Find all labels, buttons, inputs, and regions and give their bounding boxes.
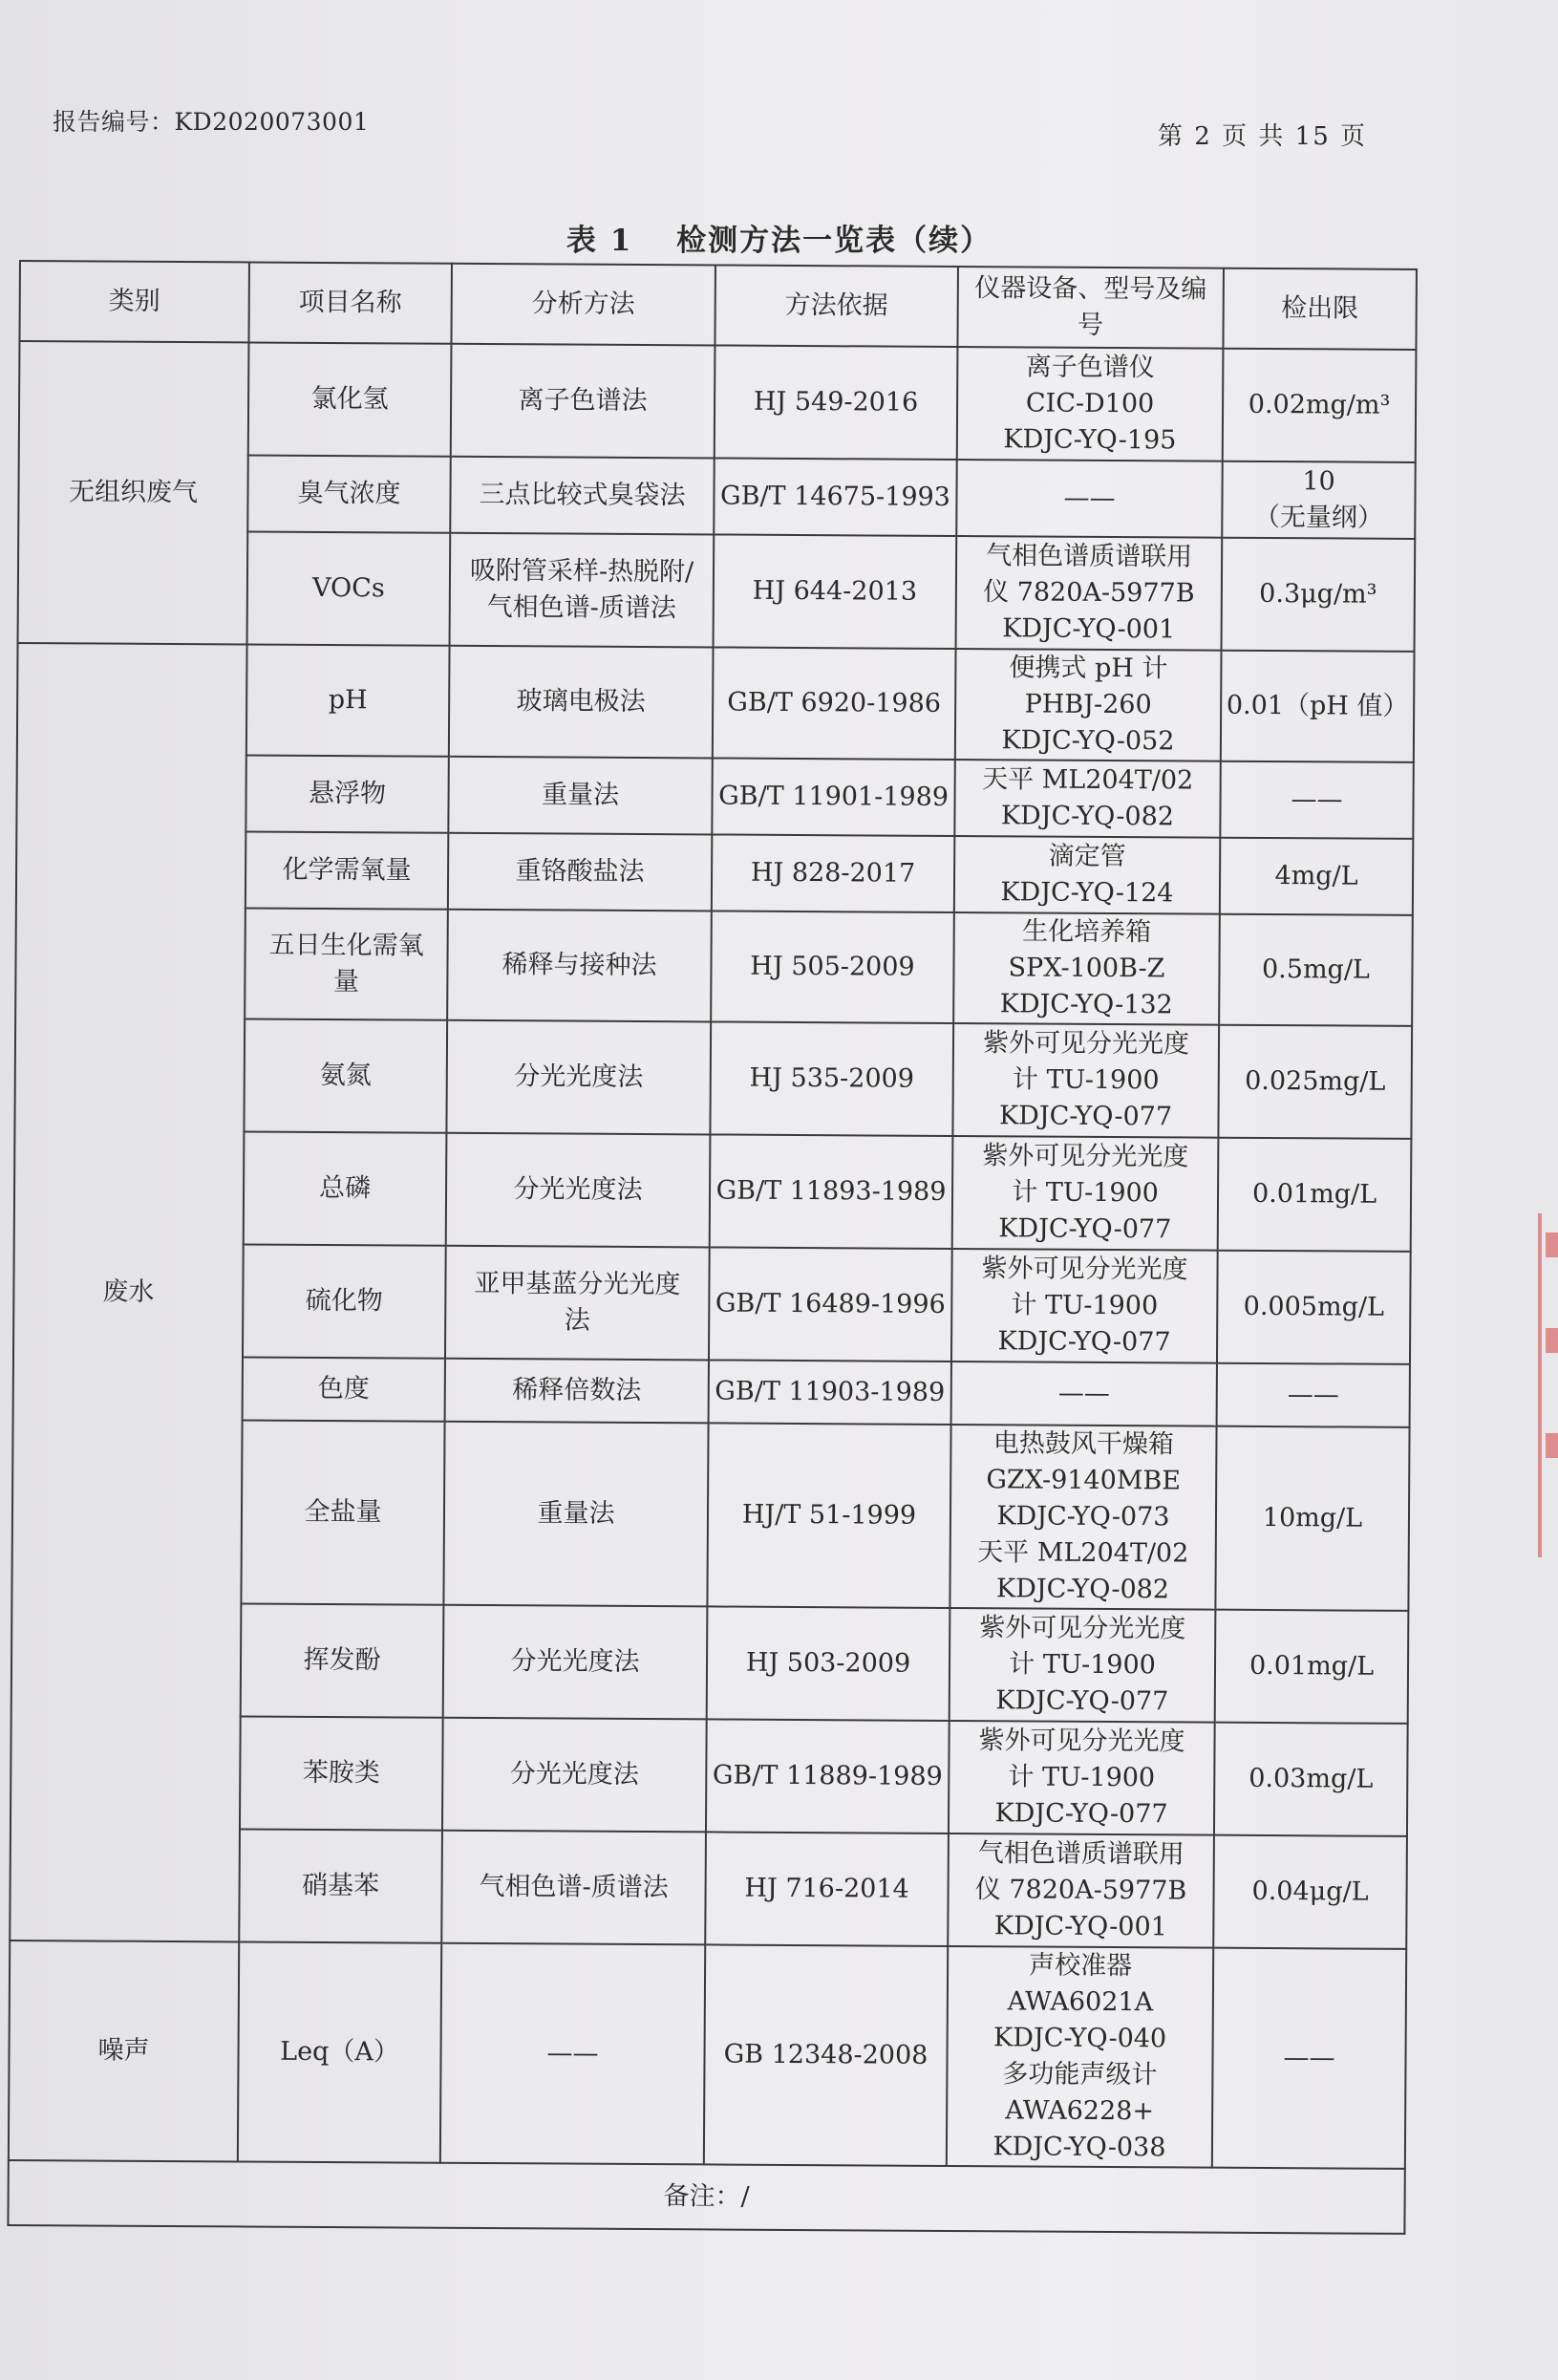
- instrument-cell: 生化培养箱 SPX-100B-Z KDJC-YQ-132: [953, 912, 1220, 1025]
- instrument-cell: 紫外可见分光光度 计 TU-1900 KDJC-YQ-077: [952, 1136, 1219, 1251]
- detection-limit-cell: 0.02mg/m³: [1223, 349, 1417, 462]
- method-basis-cell: GB/T 6920-1986: [713, 647, 956, 760]
- instrument-cell: ——: [956, 460, 1222, 538]
- analysis-method-cell: 分光光度法: [442, 1718, 707, 1833]
- instrument-cell: 气相色谱质谱联用 仪 7820A-5977B KDJC-YQ-001: [948, 1833, 1214, 1948]
- method-basis-cell: GB/T 11903-1989: [709, 1360, 951, 1425]
- item-name-cell: 悬浮物: [245, 755, 448, 832]
- analysis-method-cell: 分光光度法: [443, 1605, 708, 1720]
- table-row: [19, 341, 1417, 462]
- instrument-cell: 紫外可见分光光度 计 TU-1900 KDJC-YQ-077: [950, 1608, 1216, 1723]
- instrument-cell: 紫外可见分光光度 计 TU-1900 KDJC-YQ-077: [949, 1721, 1215, 1835]
- item-name-cell: 五日生化需氧 量: [245, 908, 448, 1019]
- detection-limit-cell: ——: [1217, 1363, 1410, 1427]
- instrument-cell: 离子色谱仪 CIC-D100 KDJC-YQ-195: [957, 347, 1224, 461]
- item-name-cell: 全盐量: [241, 1420, 444, 1604]
- table-title: 表 1 检测方法一览表（续）: [566, 224, 992, 258]
- item-name-cell: 氨氮: [244, 1018, 447, 1132]
- detection-limit-cell: 0.01（pH 值）: [1221, 651, 1415, 762]
- column-header: 类别: [19, 261, 249, 342]
- method-basis-cell: HJ/T 51-1999: [707, 1423, 950, 1608]
- method-basis-cell: GB 12348-2008: [704, 1944, 948, 2166]
- page-indicator: 第 2 页 共 15 页: [1158, 122, 1367, 151]
- method-basis-cell: HJ 503-2009: [707, 1606, 950, 1721]
- category-cell: 废水: [10, 643, 246, 1941]
- method-basis-cell: GB/T 11889-1989: [706, 1719, 950, 1833]
- item-name-cell: 挥发酚: [241, 1603, 444, 1717]
- analysis-method-cell: 亚甲基蓝分光光度 法: [445, 1246, 710, 1361]
- method-basis-cell: HJ 644-2013: [714, 534, 957, 649]
- report-number: 报告编号：KD2020073001: [53, 108, 370, 136]
- item-name-cell: 化学需氧量: [245, 831, 448, 909]
- detection-limit-cell: 4mg/L: [1220, 838, 1413, 915]
- detection-limit-cell: 0.01mg/L: [1218, 1138, 1412, 1252]
- table-row: [9, 1940, 1406, 2169]
- column-header: 方法依据: [715, 265, 958, 347]
- column-header: 仪器设备、型号及编号: [957, 267, 1224, 349]
- table-body: [9, 341, 1417, 2169]
- instrument-cell: ——: [951, 1362, 1217, 1426]
- column-header: 项目名称: [248, 262, 452, 343]
- item-name-cell: 总磷: [244, 1131, 447, 1245]
- analysis-method-cell: 重铬酸盐法: [448, 833, 712, 911]
- item-name-cell: 硝基苯: [239, 1829, 442, 1942]
- detection-limit-cell: 0.005mg/L: [1217, 1251, 1411, 1364]
- item-name-cell: Leq（A）: [238, 1941, 441, 2162]
- item-name-cell: 苯胺类: [240, 1716, 443, 1830]
- instrument-cell: 滴定管 KDJC-YQ-124: [954, 836, 1220, 914]
- table-row: [17, 643, 1415, 762]
- analysis-method-cell: 分光光度法: [446, 1133, 711, 1248]
- category-cell: 噪声: [9, 1940, 239, 2161]
- analysis-method-cell: 稀释倍数法: [445, 1359, 709, 1424]
- table-header-row: [19, 261, 1416, 350]
- analysis-method-cell: 离子色谱法: [451, 344, 715, 459]
- analysis-method-cell: ——: [440, 1943, 705, 2165]
- instrument-cell: 电热鼓风干燥箱 GZX-9140MBE KDJC-YQ-073 天平 ML204T/02 KDJC-YQ-082: [950, 1425, 1216, 1610]
- instrument-cell: 声校准器 AWA6021A KDJC-YQ-040 多功能声级计 AWA6228+ KDJC-YQ-038: [947, 1946, 1213, 2168]
- methods-table: [7, 260, 1418, 2235]
- detection-limit-cell: ——: [1212, 1948, 1406, 2169]
- method-basis-cell: GB/T 16489-1996: [709, 1247, 952, 1362]
- method-basis-cell: HJ 716-2014: [705, 1832, 949, 1946]
- detection-limit-cell: 0.5mg/L: [1219, 914, 1413, 1026]
- detection-limit-cell: 10mg/L: [1215, 1426, 1409, 1611]
- detection-limit-cell: ——: [1220, 761, 1413, 839]
- method-basis-cell: HJ 505-2009: [711, 911, 954, 1023]
- instrument-cell: 紫外可见分光光度 计 TU-1900 KDJC-YQ-077: [952, 1023, 1219, 1138]
- analysis-method-cell: 三点比较式臭袋法: [450, 457, 714, 535]
- item-name-cell: 臭气浓度: [247, 455, 450, 532]
- column-header: 检出限: [1223, 268, 1417, 350]
- instrument-cell: 便携式 pH 计 PHBJ-260 KDJC-YQ-052: [955, 649, 1222, 761]
- item-name-cell: 硫化物: [243, 1244, 446, 1358]
- item-name-cell: pH: [246, 644, 450, 756]
- item-name-cell: 氯化氢: [248, 342, 452, 456]
- column-header: 分析方法: [451, 264, 715, 346]
- red-seal-stamp: [1538, 1213, 1558, 1557]
- detection-limit-cell: 0.03mg/L: [1214, 1723, 1408, 1836]
- method-basis-cell: GB/T 11893-1989: [710, 1134, 953, 1249]
- analysis-method-cell: 玻璃电极法: [449, 646, 714, 759]
- analysis-method-cell: 稀释与接种法: [447, 910, 712, 1022]
- method-basis-cell: GB/T 14675-1993: [714, 458, 956, 536]
- detection-limit-cell: 0.025mg/L: [1218, 1025, 1412, 1139]
- method-basis-cell: HJ 828-2017: [712, 834, 954, 912]
- category-cell: 无组织废气: [18, 341, 249, 644]
- method-basis-cell: HJ 549-2016: [715, 345, 958, 460]
- analysis-method-cell: 吸附管采样-热脱附/ 气相色谱-质谱法: [450, 533, 715, 648]
- detection-limit-cell: 0.04μg/L: [1213, 1835, 1407, 1949]
- remark-row: [8, 2160, 1404, 2234]
- instrument-cell: 气相色谱质谱联用 仪 7820A-5977B KDJC-YQ-001: [956, 536, 1223, 651]
- item-name-cell: 色度: [243, 1357, 445, 1421]
- detection-limit-cell: 0.01mg/L: [1215, 1610, 1409, 1724]
- instrument-cell: 紫外可见分光光度 计 TU-1900 KDJC-YQ-077: [951, 1249, 1218, 1363]
- remark: 备注：/: [8, 2160, 1404, 2234]
- instrument-cell: 天平 ML204T/02 KDJC-YQ-082: [954, 760, 1220, 838]
- analysis-method-cell: 重量法: [448, 757, 712, 835]
- analysis-method-cell: 重量法: [443, 1422, 708, 1607]
- analysis-method-cell: 气相色谱-质谱法: [441, 1831, 706, 1945]
- method-basis-cell: HJ 535-2009: [710, 1021, 953, 1136]
- detection-limit-cell: 10 （无量纲）: [1222, 461, 1415, 539]
- item-name-cell: VOCs: [247, 531, 451, 645]
- method-basis-cell: GB/T 11901-1989: [712, 758, 954, 836]
- analysis-method-cell: 分光光度法: [446, 1020, 711, 1135]
- detection-limit-cell: 0.3μg/m³: [1222, 538, 1416, 652]
